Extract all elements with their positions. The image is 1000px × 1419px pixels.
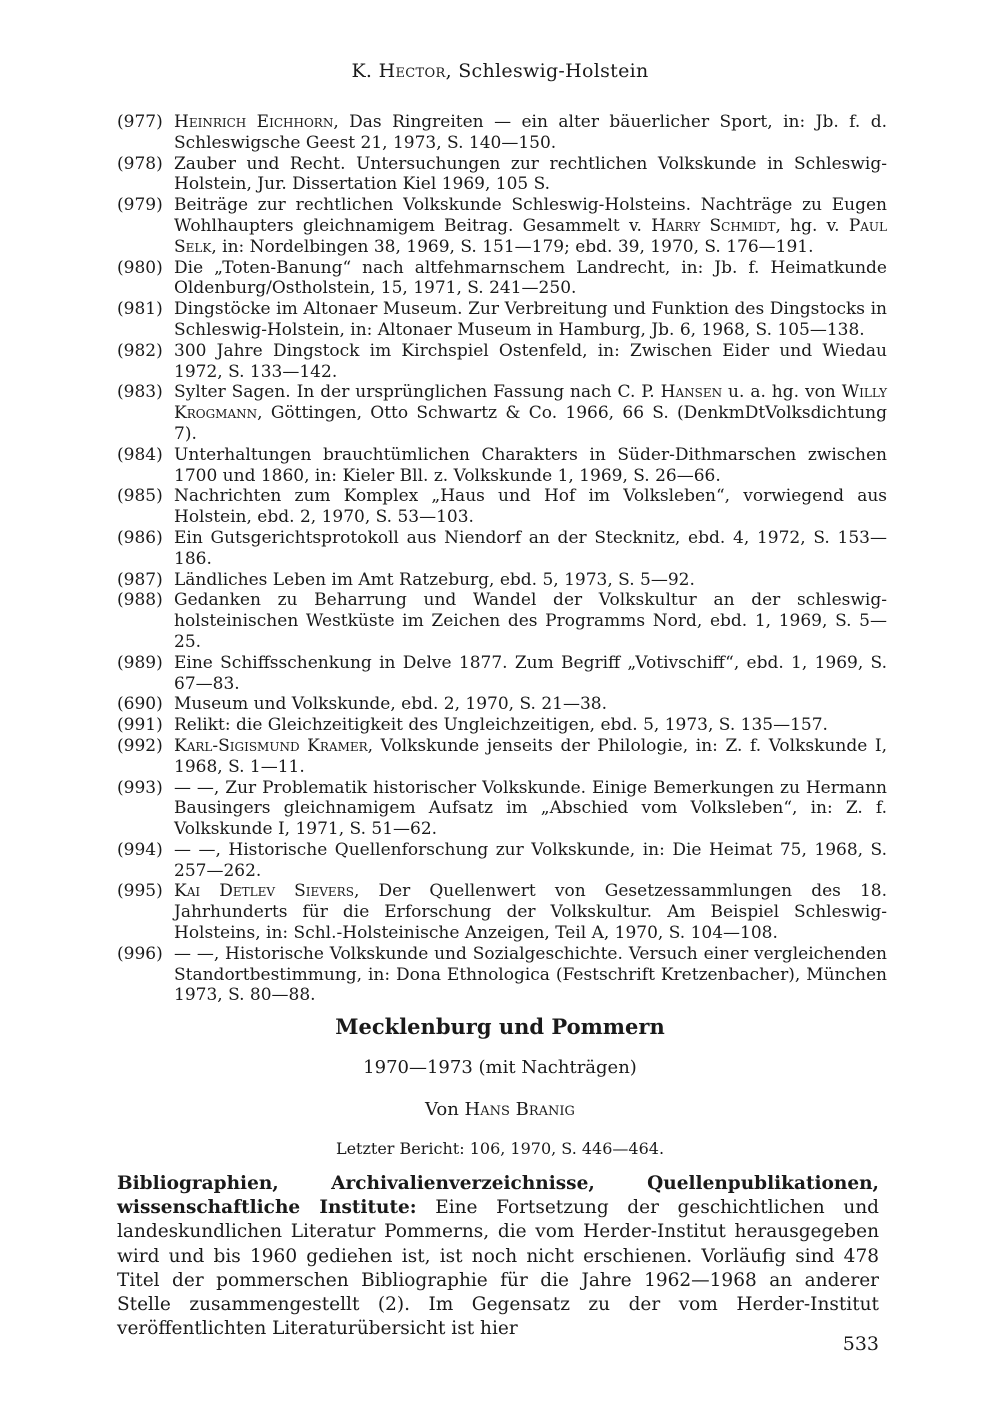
section-author [0, 1099, 1000, 1120]
entry-text [174, 486, 887, 528]
bibliography-entry [117, 195, 887, 257]
entry-text [174, 195, 887, 257]
entry-text-segment: , in: Nordelbingen 38, 1969, S. 151—179; ebd. 39, 1970, S. 176—191. [211, 236, 814, 257]
entry-number: (995) [117, 881, 163, 902]
entry-text [174, 299, 887, 341]
entry-number: (981) [117, 299, 163, 320]
section-author-prefix: Von [425, 1099, 465, 1120]
bibliography-entry [117, 736, 887, 778]
entry-number: (989) [117, 652, 163, 673]
entry-text-segment: Ein Gutsgerichtsprotokoll aus Niendorf an der Stecknitz, ebd. 4, 1972, S. 153—186. [174, 527, 887, 569]
last-report-note: Letzter Bericht: 106, 1970, S. 446—464. [335, 1139, 665, 1158]
running-head-region: , Schleswig-Holstein [445, 60, 649, 82]
entry-text-segment: Eine Schiffsschenkung in Delve 1877. Zum Begriff „Votivschiff“, ebd. 1, 1969, S. 67—83. [174, 652, 887, 694]
entry-text [174, 382, 887, 444]
entry-number: (994) [117, 839, 163, 860]
entry-text [174, 778, 887, 840]
entry-number: (996) [117, 943, 163, 964]
entry-text-segment: , Göttingen, Otto Schwartz & Co. 1966, 66 S. (DenkmDtVolksdichtung 7). [174, 403, 887, 444]
entry-text-segment: Dingstöcke im Altonaer Museum. Zur Verbreitung und Funktion des Dingstocks in Schleswig-Holstein, in: Altonaer Museum in Hamburg, Jb. 6, 1968, S. 105—138. [174, 299, 887, 340]
entry-author-name: Kai Detlev Sievers [174, 881, 354, 902]
bibliography-entry [117, 570, 887, 591]
bibliography-entry [117, 944, 887, 1006]
bibliography-entry [117, 299, 887, 341]
entry-text-segment: Museum und Volkskunde, ebd. 2, 1970, S. 21—38. [174, 694, 608, 715]
bibliography-entry [117, 590, 887, 652]
paragraph-body: Eine Fortsetzung der geschichtlichen und landeskundlichen Literatur Pommerns, die vom Herder-Institut herausgegeben wird und bis 1960 gediehen ist, ist noch nicht erschienen. Vorläufig sind 478 Titel der pommerschen Bibliographie für die Jahre 1962—1968 an anderer Stelle zusammengestellt (2). Im Gegensatz zu der vom Herder-Institut veröffentlichten Literaturübersicht ist hier [117, 1197, 879, 1340]
bibliography-entry [117, 486, 887, 528]
entry-number: (982) [117, 340, 163, 361]
section-title: Mecklenburg und Pommern [335, 1014, 665, 1039]
entry-text [174, 653, 887, 695]
entry-number: (984) [117, 444, 163, 465]
entry-author-name: Heinrich Eichhorn [174, 112, 334, 132]
entry-text-segment: , Volkskunde jenseits der Philologie, in: Z. f. Volkskunde I, 1968, S. 1—11. [174, 735, 887, 777]
running-head-author: Hector [378, 60, 446, 82]
entry-text-segment: Zauber und Recht. Untersuchungen zur rechtlichen Volkskunde in Schleswig-Holstein, Jur. Dissertation Kiel 1969, 105 S. [174, 153, 887, 195]
bibliography-entry [117, 715, 887, 736]
entry-text [174, 154, 887, 196]
running-head [0, 60, 1000, 82]
entry-text-segment: , Das Ringreiten — ein alter bäuerlicher Sport, in: Jb. f. d. Schleswigsche Geest 21, 1973, S. 140—150. [174, 112, 887, 153]
bibliography-entry [117, 528, 887, 570]
entry-text [174, 694, 887, 715]
entry-number: (978) [117, 153, 163, 174]
entry-number: (977) [117, 112, 163, 132]
entry-text-segment: Nachrichten zum Komplex „Haus und Hof im Volksleben“, vorwiegend aus Holstein, ebd. 2, 1970, S. 53—103. [174, 486, 887, 528]
entry-text-segment: , Der Quellenwert von Gesetzessammlungen des 18. Jahrhunderts für die Erforschung der Volkskultur. Am Beispiel Schleswig-Holsteins, in: Schl.-Holsteinische Anzeigen, Teil A, 1970, S. 104—108. [174, 881, 888, 944]
bibliography-entry [117, 382, 887, 444]
entry-text-segment: Die „Toten-Banung“ nach altfehmarnschem Landrecht, in: Jb. f. Heimatkunde Oldenburg/Ostholstein, 15, 1971, S. 241—250. [174, 257, 887, 299]
bibliography-entry [117, 694, 887, 715]
section-subtitle: 1970—1973 (mit Nachträgen) [363, 1057, 637, 1078]
entry-author-name: Karl-Sigismund Kramer [174, 735, 368, 756]
entry-text [174, 445, 887, 487]
bibliography-entry [117, 112, 887, 154]
entry-number: (980) [117, 257, 163, 278]
entry-number: (992) [117, 735, 163, 756]
entry-text-segment: 300 Jahre Dingstock im Kirchspiel Ostenfeld, in: Zwischen Eider und Wiedau 1972, S. 133—142. [174, 340, 887, 382]
entry-author-name: Willy Krogmann [174, 382, 888, 424]
entry-text [174, 840, 887, 882]
entry-number: (988) [117, 590, 163, 611]
page-number: 533 [842, 1333, 879, 1355]
section-author-name: Hans Branig [464, 1099, 575, 1120]
entry-text-segment: Relikt: die Gleichzeitigkeit des Ungleichzeitigen, ebd. 5, 1973, S. 135—157. [174, 715, 828, 736]
entry-author-name: Harry Schmidt [651, 215, 776, 236]
bibliography-entry [117, 653, 887, 695]
bibliography-entry [117, 445, 887, 487]
paragraph-lead: Bibliographien, Archivalienverzeichnisse, Quellenpublikationen, wissenschaftliche Institute: [117, 1173, 879, 1219]
entry-number: (986) [117, 527, 163, 548]
entry-number: (690) [117, 694, 163, 715]
entry-number: (979) [117, 195, 163, 216]
entry-text [174, 528, 887, 570]
entry-author-name: Hansen [660, 382, 723, 403]
body-paragraph [117, 1172, 879, 1341]
running-head-initial: K. [351, 60, 379, 82]
entry-text [174, 881, 887, 943]
bibliography-entry [117, 258, 887, 300]
entry-number: (987) [117, 569, 163, 590]
entry-number: (991) [117, 715, 163, 736]
bibliography-entry [117, 154, 887, 196]
entry-text-segment: Unterhaltungen brauchtümlichen Charakters in Süder-Dithmarschen zwischen 1700 und 1860, in: Kieler Bll. z. Volkskunde 1, 1969, S. 26—66. [174, 444, 887, 486]
entry-text-segment: , hg. v. [775, 215, 849, 236]
entry-text [174, 590, 887, 652]
entry-text-segment: Beiträge zur rechtlichen Volkskunde Schleswig-Holsteins. Nachträge zu Eugen Wohlhaupters gleichnamigem Beitrag. Gesammelt v. [174, 195, 887, 236]
bibliography-list [117, 112, 887, 1006]
entry-text-segment: — —, Historische Volkskunde und Sozialgeschichte. Versuch einer vergleichenden Standortbestimmung, in: Dona Ethnologica (Festschrift Kretzenbacher), München 1973, S. 80—88. [174, 943, 887, 1006]
bibliography-entry [117, 840, 887, 882]
bibliography-entry [117, 881, 887, 943]
entry-number: (983) [117, 382, 163, 403]
entry-text-segment: — —, Zur Problematik historischer Volkskunde. Einige Bemerkungen zu Hermann Bausingers gleichnamigem Aufsatz im „Abschied vom Volksleben“, in: Z. f. Volkskunde I, 1971, S. 51—62. [174, 777, 887, 840]
entry-text [174, 258, 887, 300]
entry-text-segment: Gedanken zu Beharrung und Wandel der Volkskultur an der schleswig-holsteinischen Westküste im Zeichen des Programms Nord, ebd. 1, 1969, S. 5—25. [174, 590, 887, 652]
entry-text [174, 570, 887, 591]
entry-text-segment: Ländliches Leben im Amt Ratzeburg, ebd. 5, 1973, S. 5—92. [174, 569, 695, 590]
entry-text-segment: Sylter Sagen. In der ursprünglichen Fassung nach C. P. [174, 382, 661, 403]
entry-text [174, 944, 887, 1006]
bibliography-entry [117, 778, 887, 840]
entry-author-name: Paul Selk [174, 215, 887, 257]
entry-text-segment: u. a. hg. von [722, 382, 842, 403]
entry-text [174, 736, 887, 778]
entry-number: (993) [117, 777, 163, 798]
entry-number: (985) [117, 486, 163, 507]
entry-text [174, 715, 887, 736]
entry-text [174, 112, 887, 154]
entry-text-segment: — —, Historische Quellenforschung zur Volkskunde, in: Die Heimat 75, 1968, S. 257—262. [174, 839, 887, 881]
bibliography-entry [117, 341, 887, 383]
entry-text [174, 341, 887, 383]
